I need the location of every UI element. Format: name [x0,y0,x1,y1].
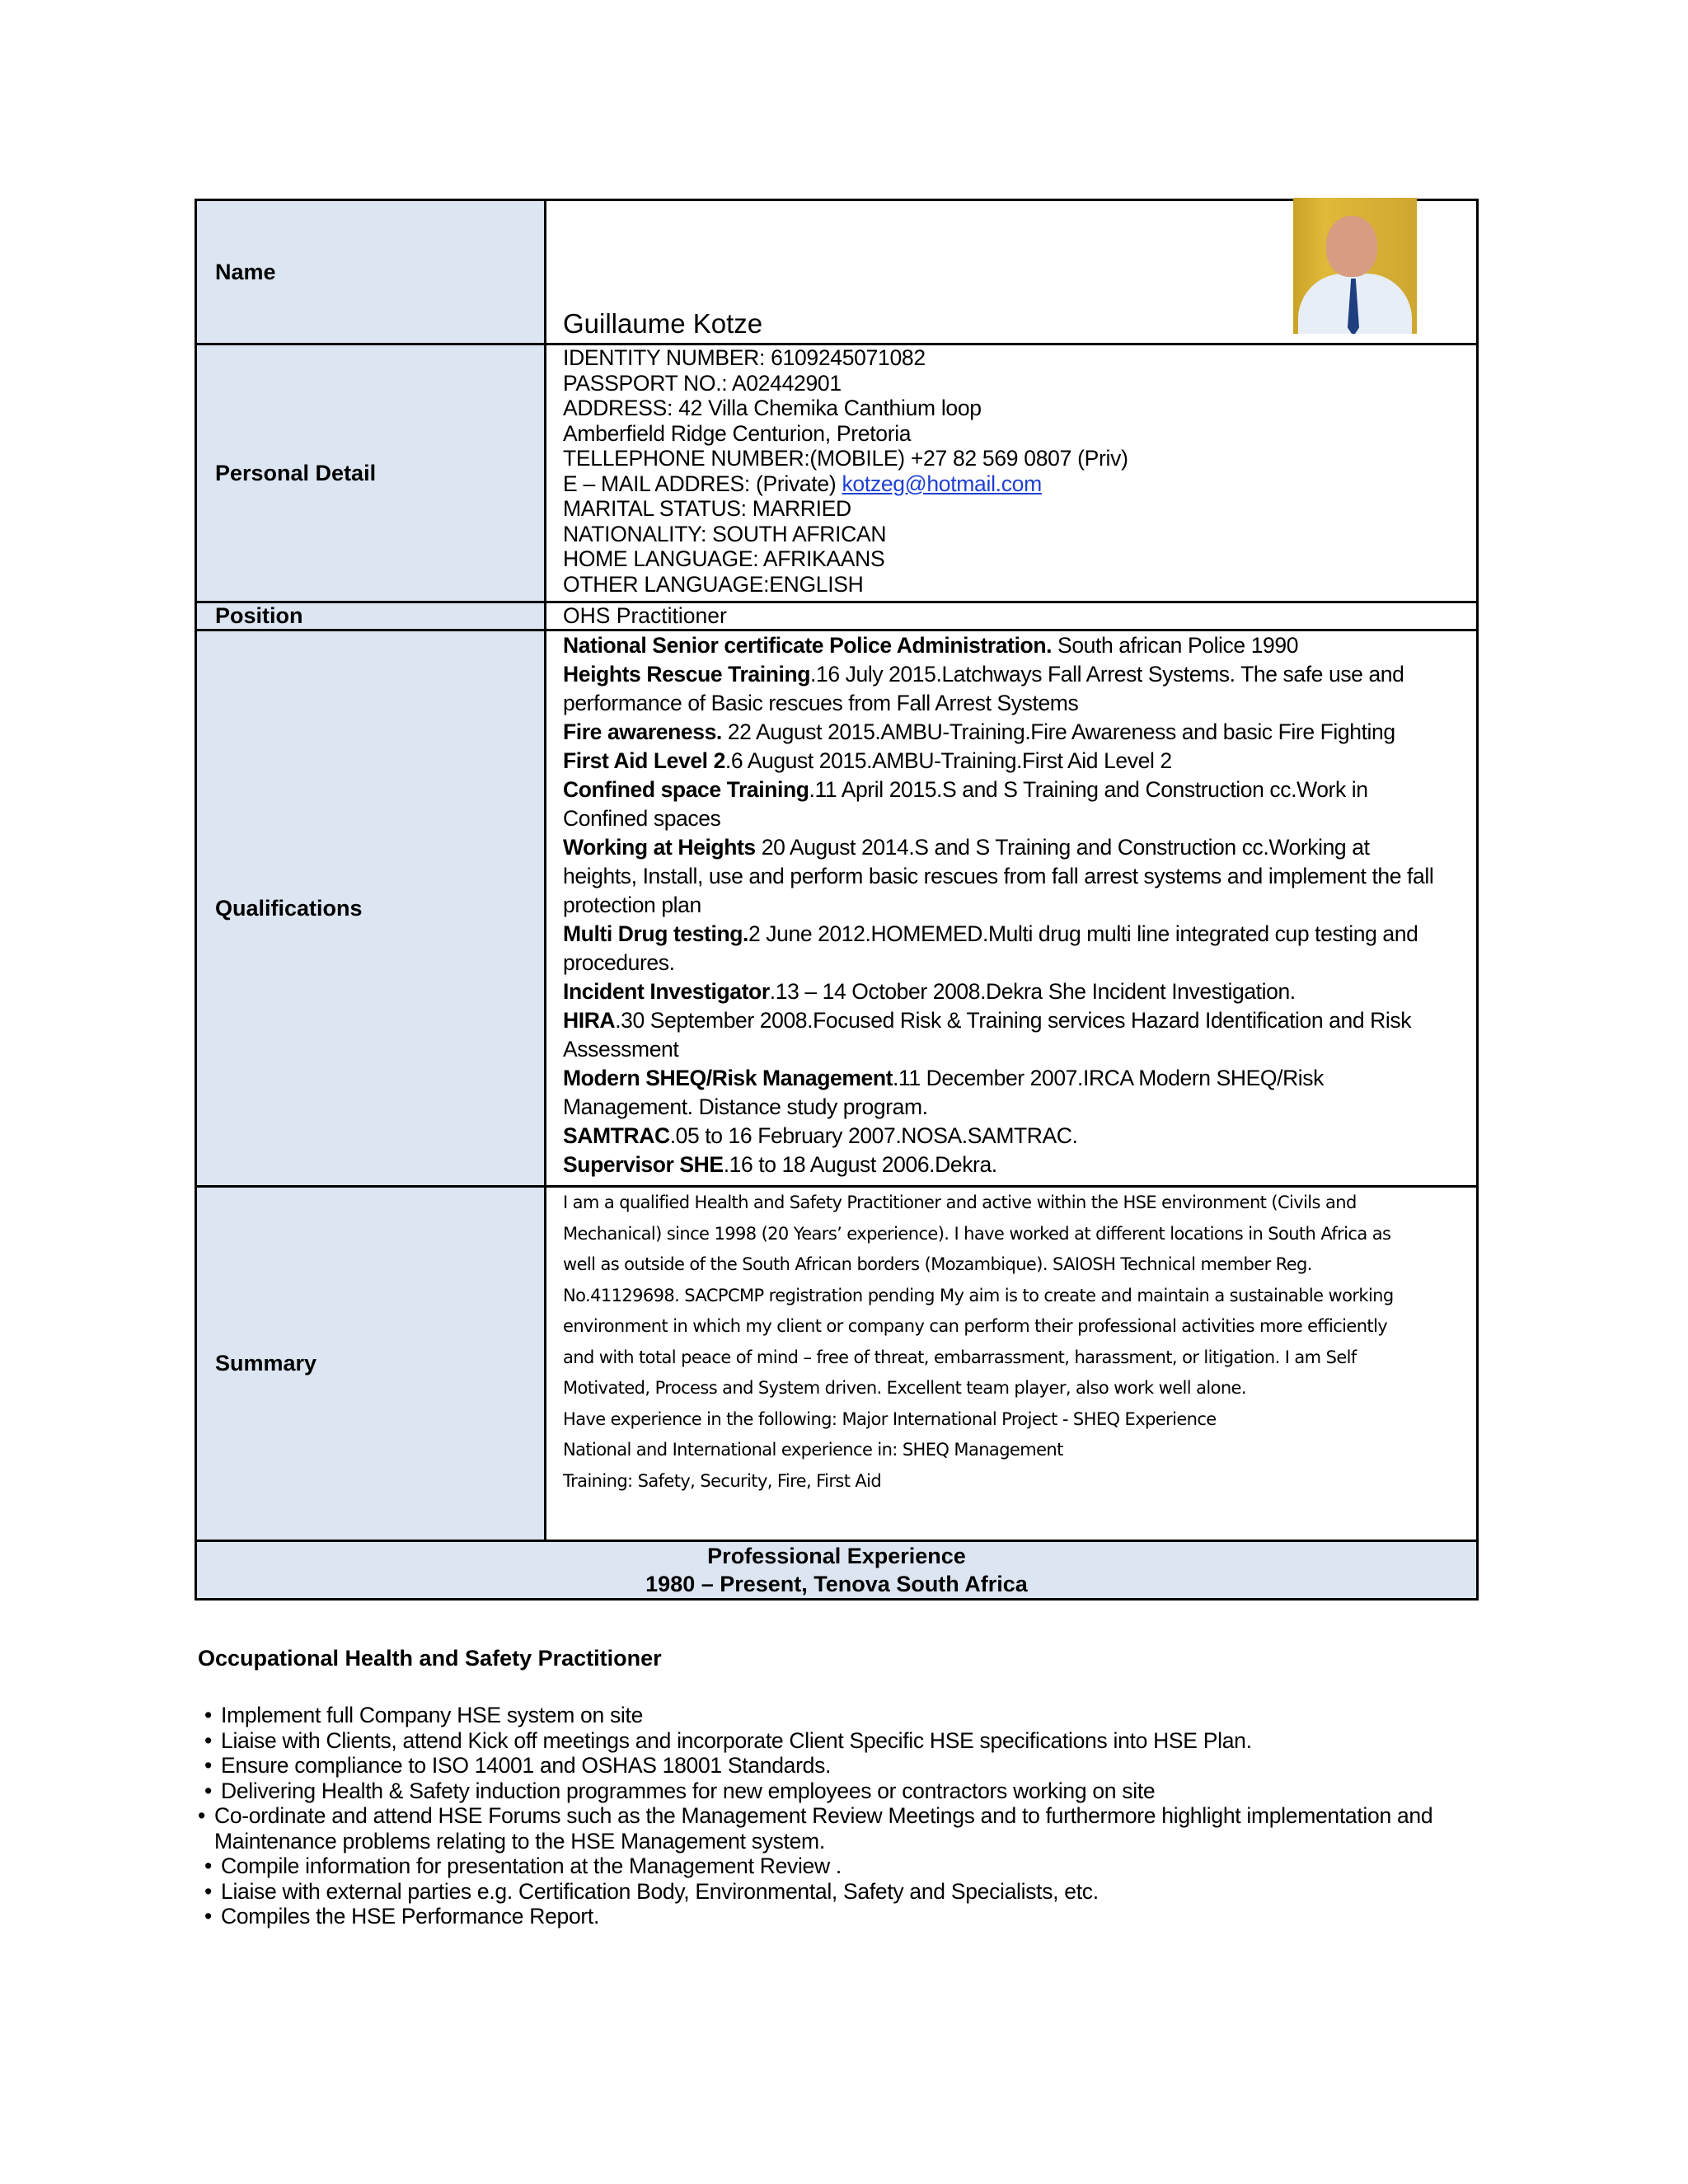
row-position [196,602,1478,630]
identity-number: IDENTITY NUMBER: 6109245071082 [563,345,926,370]
qualifications-list [563,631,1460,1179]
bullet-icon: • [204,1854,212,1878]
qualification-detail: .11 December 2007.IRCA Modern SHEQ/Risk [893,1066,1324,1090]
qualification-title: Incident Investigator [563,979,770,1004]
marital-status: MARITAL STATUS: MARRIED [563,496,851,521]
email-prefix: E – MAIL ADDRES: (Private) [563,471,842,496]
qualification-title: SAMTRAC [563,1123,670,1148]
row-personal-detail [196,344,1478,602]
qualification-line [563,660,1460,689]
qualification-title: Multi Drug testing. [563,921,748,946]
qualification-line [563,949,1460,977]
qualification-detail: .13 – 14 October 2008.Dekra She Incident Investigation. [769,979,1296,1004]
qualification-detail: 22 August 2015.AMBU-Training.Fire Awareness and basic Fire Fighting [721,719,1395,744]
qualification-line [563,1093,1460,1122]
duty-text: Implement full Company HSE system on site [221,1703,644,1727]
qualifications-cell [546,630,1478,1187]
position-value: OHS Practitioner [546,602,1478,630]
duty-text: Liaise with external parties e.g. Certification Body, Environmental, Safety and Specialists, etc. [221,1878,1099,1904]
professional-experience-cell [196,1541,1478,1600]
qualification-line [563,1122,1460,1151]
qualification-title: Fire awareness. [563,719,722,744]
duty-item [204,1904,1490,1929]
qualification-line [563,891,1460,920]
bullet-icon: • [204,1753,212,1778]
summary-line: I am a qualified Health and Safety Practitioner and active within the HSE environment (Civils and [563,1193,1357,1212]
job-title: Occupational Health and Safety Practitioner [198,1646,662,1671]
bullet-icon: • [204,1878,212,1904]
row-summary [196,1187,1478,1541]
professional-experience-period: 1980 – Present, Tenova South Africa [645,1572,1028,1596]
duty-item [204,1854,1490,1879]
label-qualifications: Qualifications [196,630,546,1187]
professional-experience-heading: Professional Experience [707,1544,966,1568]
duty-text: Compiles the HSE Performance Report. [221,1904,600,1929]
qualification-line [563,1151,1460,1179]
row-professional-experience [196,1541,1478,1600]
address-line-2: Amberfield Ridge Centurion, Pretoria [563,420,912,446]
candidate-name: Guillaume Kotze [563,308,763,339]
label-name: Name [196,200,546,344]
qualification-detail: Assessment [563,1037,679,1062]
qualification-detail: .16 July 2015.Latchways Fall Arrest Systems. The safe use and [810,662,1404,687]
qualification-detail: heights, Install, use and perform basic rescues from fall arrest systems and implement the fall [563,864,1434,888]
label-position: Position [196,602,546,630]
duty-item [204,1753,1490,1779]
home-language: HOME LANGUAGE: AFRIKAANS [563,546,885,571]
qualification-line [563,804,1460,833]
qualification-detail: protection plan [563,893,701,917]
qualification-line [563,718,1460,747]
personal-detail-cell [546,344,1478,602]
qualification-detail: .6 August 2015.AMBU-Training.First Aid Level 2 [724,748,1172,773]
duty-text: Ensure compliance to ISO 14001 and OSHAS 18001 Standards. [221,1753,832,1778]
qualification-title: Heights Rescue Training [563,662,811,687]
qualification-line [563,747,1460,776]
qualification-title: Supervisor SHE [563,1152,724,1177]
duty-text: Maintenance problems relating to the HSE Management system. [214,1828,825,1854]
summary-line: Have experience in the following: Major International Project - SHEQ Experience [563,1408,1217,1429]
qualification-line [563,862,1460,891]
qualification-detail: Confined spaces [563,806,721,831]
qualification-title: National Senior certificate Police Administration. [563,633,1053,658]
bullet-icon: • [204,1703,212,1727]
name-cell [546,200,1478,344]
row-name [196,200,1478,344]
qualification-title: Modern SHEQ/Risk Management [563,1066,893,1090]
qualification-detail: performance of Basic rescues from Fall Arrest Systems [563,691,1079,715]
qualification-line [563,833,1460,862]
summary-cell [546,1187,1478,1541]
duty-item [204,1829,1490,1854]
summary-line: well as outside of the South African borders (Mozambique). SAIOSH Technical member Reg. [563,1254,1312,1274]
qualification-detail: .05 to 16 February 2007.NOSA.SAMTRAC. [669,1123,1078,1148]
qualification-line [563,776,1460,804]
qualification-line [563,689,1460,718]
qualification-detail: South african Police 1990 [1052,633,1299,658]
bullet-icon: • [204,1727,212,1753]
summary-text [563,1188,1460,1497]
duty-item [198,1803,1490,1829]
qualification-title: HIRA [563,1008,616,1033]
bullet-icon: • [204,1778,212,1803]
qualification-title: Confined space Training [563,777,809,802]
qualification-detail: 2 June 2012.HOMEMED.Multi drug multi line integrated cup testing and [748,921,1418,946]
qualification-detail: .11 April 2015.S and S Training and Construction cc.Work in [809,777,1368,802]
duty-text: Compile information for presentation at the Management Review . [221,1854,842,1878]
duties-list [198,1703,1490,1929]
bullet-icon: • [198,1803,205,1828]
cv-table [195,199,1479,1601]
summary-line: environment in which my client or company can perform their professional activities more efficiently [563,1316,1388,1336]
summary-line: Training: Safety, Security, Fire, First Aid [563,1470,882,1491]
telephone-number: TELLEPHONE NUMBER:(MOBILE) +27 82 569 0807 (Priv) [563,446,1128,471]
qualification-detail: 20 August 2014.S and S Training and Construction cc.Working at [755,835,1370,860]
qualification-title: Working at Heights [563,835,756,860]
qualification-detail: .30 September 2008.Focused Risk & Training services Hazard Identification and Risk [615,1008,1412,1033]
qualification-line [563,1006,1460,1035]
nationality: NATIONALITY: SOUTH AFRICAN [563,521,887,546]
summary-line: Motivated, Process and System driven. Excellent team player, also work well alone. [563,1378,1246,1398]
passport-number: PASSPORT NO.: A02442901 [563,370,842,396]
duty-item [204,1703,1490,1728]
qualification-detail: Management. Distance study program. [563,1094,928,1119]
duty-text: Liaise with Clients, attend Kick off meetings and incorporate Client Specific HSE specifications into HSE Plan. [221,1727,1252,1753]
qualification-line [563,977,1460,1006]
qualification-detail: procedures. [563,950,675,975]
summary-line: Mechanical) since 1998 (20 Years’ experience). I have worked at different locations in South Africa as [563,1223,1391,1244]
photo-head [1326,216,1377,277]
row-qualifications [196,630,1478,1187]
email-link[interactable]: kotzeg@hotmail.com [842,471,1042,496]
duty-item [204,1728,1490,1754]
summary-line: and with total peace of mind – free of threat, embarrassment, harassment, or litigation. I am Self [563,1347,1357,1367]
email-line [563,471,1460,497]
qualification-line [563,920,1460,949]
profile-photo [1293,198,1417,334]
duty-text: Co-ordinate and attend HSE Forums such as the Management Review Meetings and to furthermore highlight implementation and [214,1803,1433,1828]
summary-line: National and International experience in: SHEQ Management [563,1440,1063,1460]
duty-item [204,1879,1490,1905]
qualification-line [563,1035,1460,1064]
label-personal-detail: Personal Detail [196,344,546,602]
address-line-1: ADDRESS: 42 Villa Chemika Canthium loop [563,396,982,420]
other-language: OTHER LANGUAGE:ENGLISH [563,571,864,597]
label-summary: Summary [196,1187,546,1541]
qualification-detail: .16 to 18 August 2006.Dekra. [723,1152,997,1177]
summary-line: No.41129698. SACPCMP registration pending My aim is to create and maintain a sustainable working [563,1285,1394,1305]
qualification-title: First Aid Level 2 [563,748,725,773]
qualification-line [563,631,1460,660]
duty-text: Delivering Health & Safety induction programmes for new employees or contractors working on site [221,1778,1156,1803]
bullet-icon: • [204,1904,212,1929]
qualification-line [563,1064,1460,1093]
duty-item [204,1779,1490,1804]
